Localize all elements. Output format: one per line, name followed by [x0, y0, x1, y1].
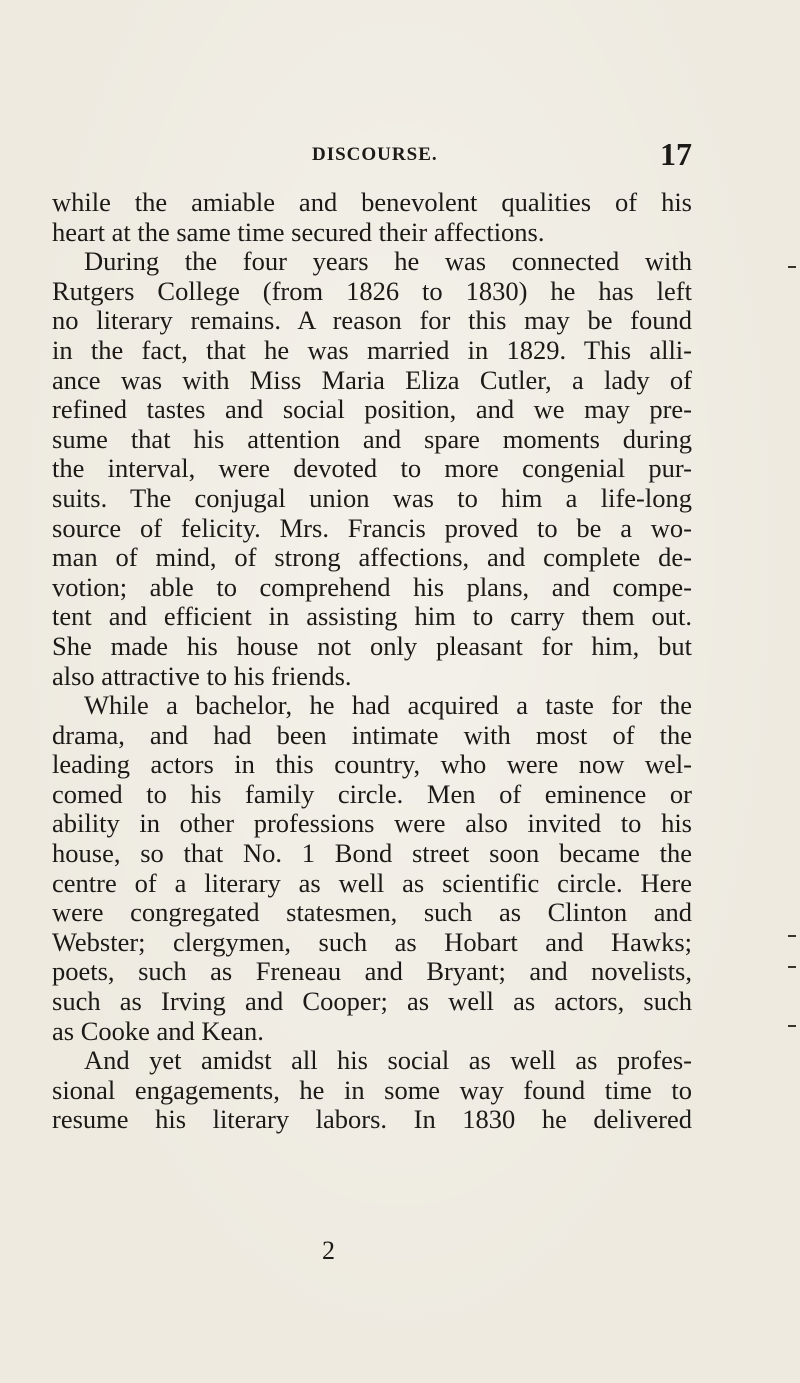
text-line: While a bachelor, he had acquired a taste for the — [84, 690, 692, 721]
page-number: 17 — [660, 136, 692, 172]
text-line: Rutgers College (from 1826 to 1830) he has left — [52, 275, 692, 306]
text-line: the interval, were devoted to more congenial pur- — [52, 453, 692, 484]
text-line: such as Irving and Cooper; as well as actors, such — [52, 986, 692, 1017]
text-line: in the fact, that he was married in 1829. This alli- — [52, 334, 692, 365]
text-line: Webster; clergymen, such as Hobart and Hawks; — [52, 926, 692, 957]
text-line: votion; able to comprehend his plans, and compe- — [52, 571, 692, 602]
text-line: man of mind, of strong affections, and complete de- — [52, 542, 692, 573]
text-line: She made his house not only pleasant for him, but — [52, 630, 692, 661]
text-line: heart at the same time secured their affections. — [52, 216, 545, 247]
text-line: as Cooke and Kean. — [52, 1015, 264, 1046]
text-line: were congregated statesmen, such as Clinton and — [52, 897, 692, 928]
text-line: comed to his family circle. Men of eminence or — [52, 778, 692, 809]
text-line: leading actors in this country, who were now wel- — [52, 749, 692, 780]
signature-mark: 2 — [322, 1236, 335, 1265]
margin-mark — [788, 266, 796, 268]
text-line: centre of a literary as well as scientific circle. Here — [52, 867, 692, 898]
running-title: DISCOURSE. — [312, 144, 438, 165]
text-line: house, so that No. 1 Bond street soon became the — [52, 838, 692, 869]
text-line: poets, such as Freneau and Bryant; and novelists, — [52, 956, 692, 987]
text-line: no literary remains. A reason for this may be found — [52, 305, 692, 336]
margin-mark — [788, 935, 796, 937]
body-text — [52, 188, 692, 1135]
text-line: drama, and had been intimate with most of the — [52, 719, 692, 750]
text-line: And yet amidst all his social as well as profes- — [84, 1045, 692, 1076]
text-line: also attractive to his friends. — [52, 660, 352, 691]
running-head — [312, 136, 692, 176]
text-line: resume his literary labors. In 1830 he delivered — [52, 1104, 692, 1135]
margin-mark — [788, 1025, 796, 1027]
text-line: sume that his attention and spare moments during — [52, 423, 692, 454]
text-line: tent and efficient in assisting him to carry them out. — [52, 601, 692, 632]
text-line: source of felicity. Mrs. Francis proved to be a wo- — [52, 512, 692, 543]
margin-mark — [788, 966, 796, 968]
text-line: ance was with Miss Maria Eliza Cutler, a lady of — [52, 364, 692, 395]
text-line: ability in other professions were also invited to his — [52, 808, 692, 839]
text-line: while the amiable and benevolent qualities of his — [52, 187, 692, 217]
text-line: suits. The conjugal union was to him a life-long — [52, 482, 692, 513]
text-line: sional engagements, he in some way found time to — [52, 1074, 692, 1105]
text-line: During the four years he was connected with — [84, 246, 692, 277]
text-line: refined tastes and social position, and we may pre- — [52, 394, 692, 425]
